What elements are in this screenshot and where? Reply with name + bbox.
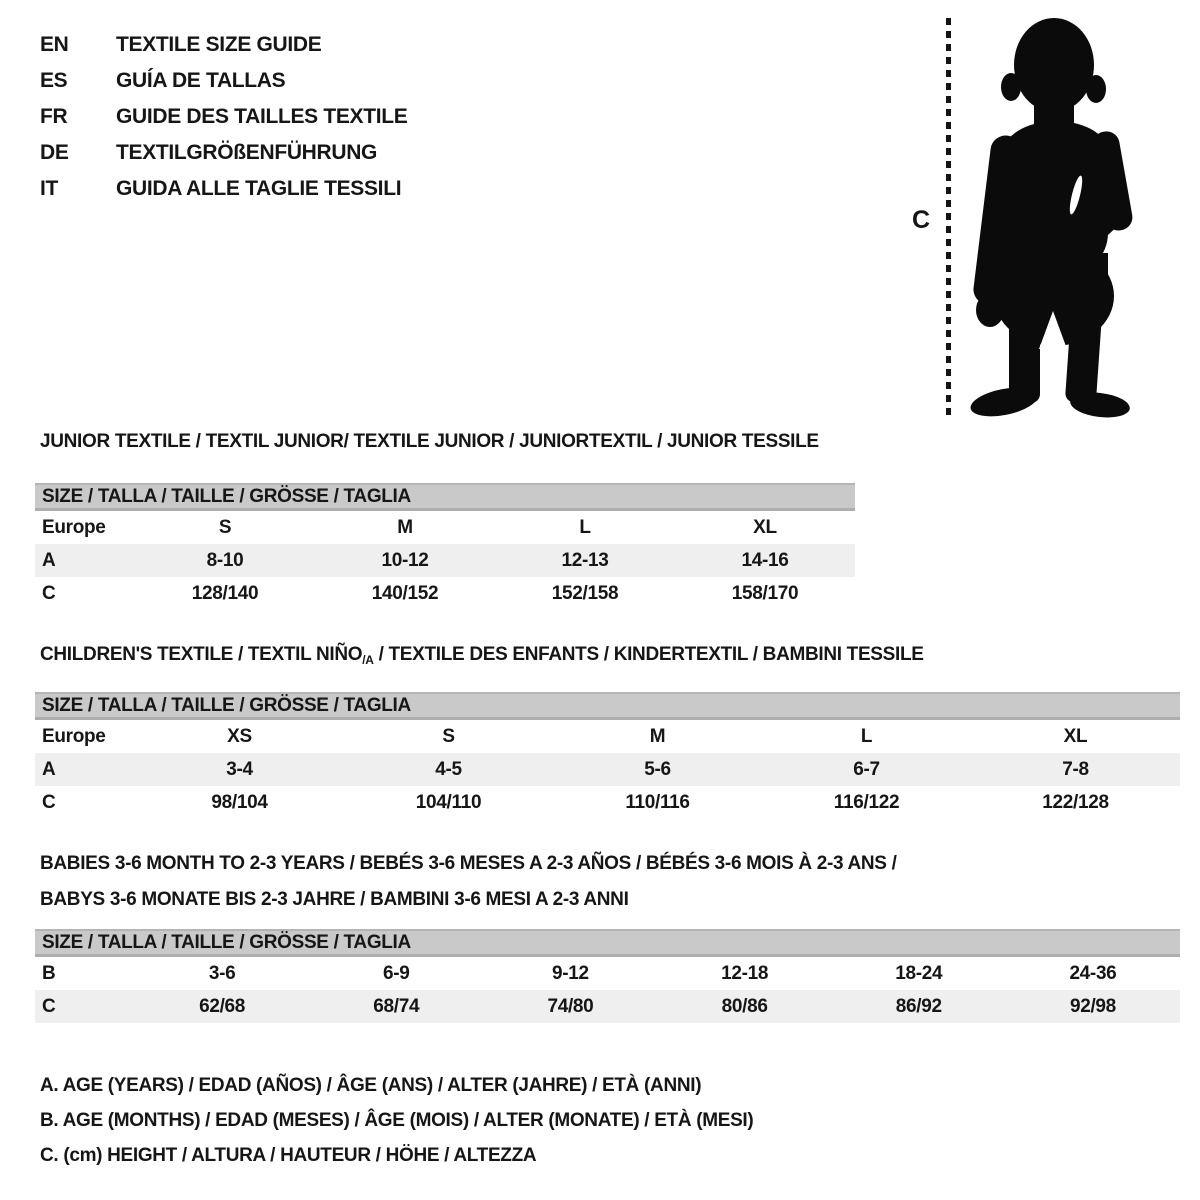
list-item: [40, 99, 407, 135]
babies-section-title: [40, 846, 897, 918]
legend-line-c: C. (cm) HEIGHT / ALTURA / HAUTEUR / HÖHE / ALTEZZA: [40, 1145, 537, 1166]
table-row: [35, 544, 855, 577]
row-label: Europe: [42, 516, 106, 538]
table-cell: 140/152: [371, 582, 439, 604]
language-title: GUIDE DES TAILLES TEXTILE: [116, 105, 408, 128]
column-header: S: [442, 725, 455, 747]
table-cell: 62/68: [199, 995, 246, 1017]
table-cell: 18-24: [895, 962, 943, 984]
language-title-list: [40, 27, 407, 207]
table-cell: 3-6: [208, 962, 236, 984]
junior-columns-row: [35, 511, 855, 544]
language-code: EN: [40, 33, 69, 56]
children-title-after: / TEXTILE DES ENFANTS / KINDERTEXTIL / BAMBINI TESSILE: [373, 644, 924, 665]
height-measure-label: C: [912, 206, 930, 234]
baby-silhouette-image: [962, 13, 1140, 419]
table-cell: 9-12: [552, 962, 589, 984]
table-cell: 12-18: [721, 962, 769, 984]
table-cell: 12-13: [561, 549, 609, 571]
table-row: [35, 957, 1180, 990]
table-cell: 24-36: [1069, 962, 1117, 984]
table-row: [35, 577, 855, 610]
language-code: ES: [40, 69, 68, 92]
column-header: XL: [753, 516, 777, 538]
babies-title-line2: BABYS 3-6 MONATE BIS 2-3 JAHRE / BAMBINI 3-6 MESI A 2-3 ANNI: [40, 889, 629, 910]
table-cell: 68/74: [373, 995, 420, 1017]
measurement-legend: [40, 1068, 753, 1173]
list-item: [40, 171, 407, 207]
column-header: S: [218, 516, 232, 538]
list-item: [40, 135, 407, 171]
table-cell: 152/158: [551, 582, 619, 604]
children-title-subscript: /A: [362, 653, 374, 667]
table-cell: 7-8: [1062, 758, 1089, 780]
row-label: C: [42, 582, 56, 604]
legend-line-b: B. AGE (MONTHS) / EDAD (MESES) / ÂGE (MOIS) / ALTER (MONATE) / ETÀ (MESI): [40, 1110, 754, 1131]
table-cell: 74/80: [547, 995, 594, 1017]
column-header: XL: [1063, 725, 1088, 747]
row-label: B: [42, 962, 56, 984]
row-label: C: [42, 995, 56, 1017]
row-label: C: [42, 791, 56, 813]
junior-size-table: [35, 483, 855, 610]
column-header: M: [649, 725, 666, 747]
column-header: M: [397, 516, 413, 538]
language-title: TEXTILGRÖßENFÜHRUNG: [116, 141, 378, 164]
table-cell: 116/122: [833, 791, 900, 813]
table-cell: 3-4: [226, 758, 253, 780]
table-cell: 10-12: [381, 549, 429, 571]
children-title-before: CHILDREN'S TEXTILE / TEXTIL NIÑO: [40, 644, 363, 665]
legend-line-a: A. AGE (YEARS) / EDAD (AÑOS) / ÂGE (ANS) / ALTER (JAHRE) / ETÀ (ANNI): [40, 1075, 702, 1096]
children-columns-row: [35, 720, 1180, 753]
table-cell: 128/140: [191, 582, 259, 604]
table-cell: 158/170: [731, 582, 799, 604]
row-label: A: [42, 549, 56, 571]
table-cell: 8-10: [206, 549, 244, 571]
children-size-table: [35, 692, 1180, 819]
babies-size-header-bar: SIZE / TALLA / TAILLE / GRÖSSE / TAGLIA: [35, 929, 1180, 957]
babies-title-line1: BABIES 3-6 MONTH TO 2-3 YEARS / BEBÉS 3-6 MESES A 2-3 AÑOS / BÉBÉS 3-6 MOIS À 2-3 ANS /: [40, 853, 897, 874]
babies-size-table: [35, 929, 1180, 1023]
table-cell: 104/110: [415, 791, 482, 813]
language-code: FR: [40, 105, 68, 128]
height-measure-dashed-line: [946, 18, 951, 416]
table-cell: 6-7: [853, 758, 880, 780]
table-cell: 110/116: [625, 791, 690, 813]
column-header: XS: [227, 725, 252, 747]
table-cell: 14-16: [741, 549, 789, 571]
table-row: [35, 990, 1180, 1023]
table-cell: 6-9: [383, 962, 410, 984]
language-title: TEXTILE SIZE GUIDE: [116, 33, 322, 56]
table-row: [35, 786, 1180, 819]
table-cell: 5-6: [644, 758, 671, 780]
language-code: DE: [40, 141, 69, 164]
table-cell: 86/92: [895, 995, 942, 1017]
table-cell: 98/104: [211, 791, 268, 813]
language-title: GUIDA ALLE TAGLIE TESSILI: [116, 177, 402, 200]
table-cell: 122/128: [1042, 791, 1109, 813]
row-label: Europe: [42, 725, 106, 747]
column-header: L: [579, 516, 591, 538]
table-cell: 4-5: [435, 758, 462, 780]
table-row: [35, 753, 1180, 786]
list-item: [40, 63, 407, 99]
junior-section-title: JUNIOR TEXTILE / TEXTIL JUNIOR/ TEXTILE JUNIOR / JUNIORTEXTIL / JUNIOR TESSILE: [40, 431, 819, 452]
junior-size-header-bar: SIZE / TALLA / TAILLE / GRÖSSE / TAGLIA: [35, 483, 855, 511]
table-cell: 92/98: [1069, 995, 1116, 1017]
language-code: IT: [40, 177, 59, 200]
table-cell: 80/86: [721, 995, 768, 1017]
language-title: GUÍA DE TALLAS: [116, 69, 286, 92]
row-label: A: [42, 758, 56, 780]
column-header: L: [860, 725, 873, 747]
children-size-header-bar: SIZE / TALLA / TAILLE / GRÖSSE / TAGLIA: [35, 692, 1180, 720]
children-section-title: [40, 644, 924, 666]
list-item: [40, 27, 407, 63]
